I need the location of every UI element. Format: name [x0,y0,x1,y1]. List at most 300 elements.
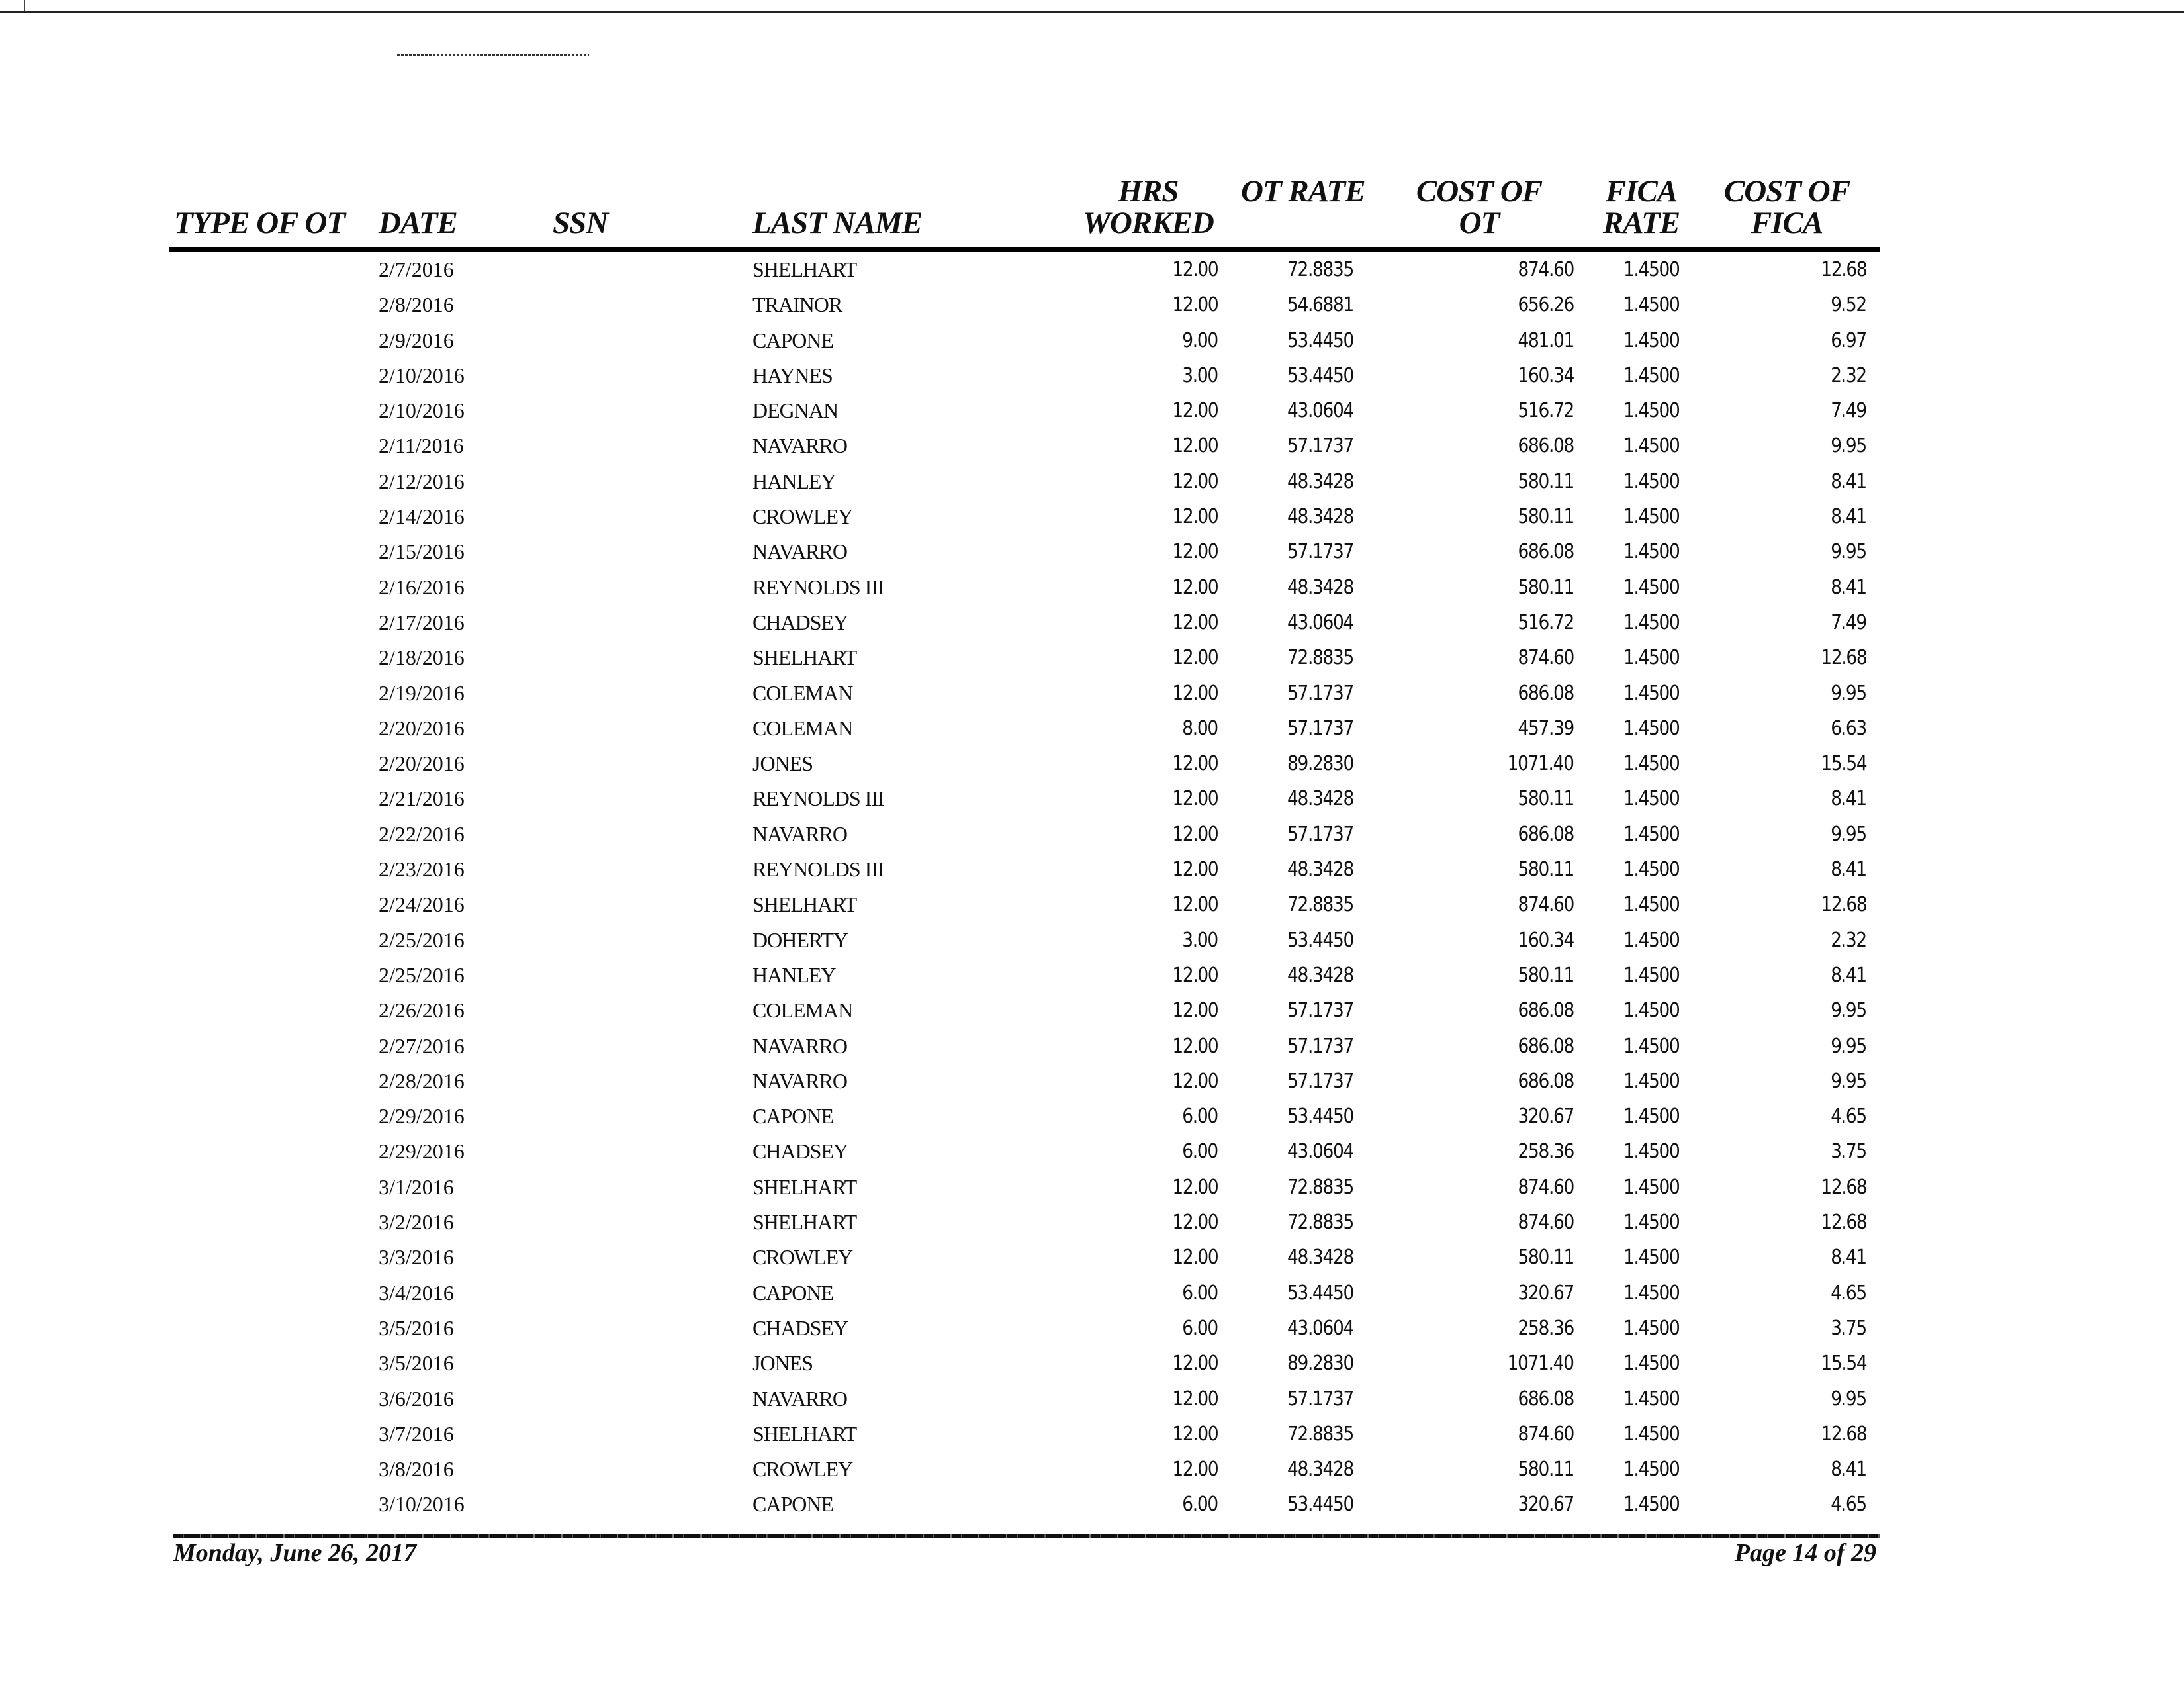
cell-date: 2/26/2016 [379,998,465,1023]
cell-hrs-worked: 12.00 [1172,434,1218,458]
cell-cost-of-ot: 580.11 [1518,858,1574,882]
cell-hrs-worked: 12.00 [1172,1352,1218,1376]
cell-ot-rate: 72.8835 [1287,646,1353,670]
table-row [169,323,1880,358]
cell-cost-of-ot: 160.34 [1518,363,1574,387]
header-hrs-worked [1082,175,1214,239]
cell-cost-of-fica: 4.65 [1831,1493,1866,1517]
cell-date: 2/23/2016 [379,857,465,882]
table-row [169,1064,1880,1099]
cell-ot-rate: 48.3428 [1287,1246,1353,1270]
cell-fica-rate: 1.4500 [1623,1422,1680,1446]
header-ssn: SSN [553,206,608,240]
cell-hrs-worked: 12.00 [1172,1458,1218,1481]
cell-last-name: SHELHART [752,1174,857,1199]
cell-hrs-worked: 12.00 [1172,1422,1218,1446]
cell-date: 2/8/2016 [379,293,454,317]
cell-date: 2/25/2016 [379,927,465,952]
report-date: Monday, June 26, 2017 [173,1539,417,1567]
cell-cost-of-ot: 686.08 [1518,999,1574,1023]
cell-cost-of-fica: 9.95 [1831,999,1866,1023]
cell-date: 2/12/2016 [379,469,465,493]
cell-fica-rate: 1.4500 [1623,575,1680,599]
cell-hrs-worked: 12.00 [1172,258,1218,281]
cell-cost-of-fica: 12.68 [1821,646,1866,670]
cell-fica-rate: 1.4500 [1623,1034,1680,1058]
table-row [169,711,1880,746]
cell-ot-rate: 48.3428 [1287,963,1353,987]
cell-ot-rate: 72.8835 [1287,1211,1353,1235]
cell-cost-of-ot: 320.67 [1518,1493,1574,1517]
table-row [169,781,1880,816]
cell-fica-rate: 1.4500 [1623,1211,1680,1235]
cell-cost-of-fica: 9.95 [1831,1034,1866,1058]
header-fica-rate-line2: RATE [1602,206,1680,240]
table-row [169,1170,1880,1205]
cell-cost-of-fica: 9.95 [1831,681,1866,705]
cell-ot-rate: 53.4450 [1287,363,1353,387]
cell-fica-rate: 1.4500 [1623,1458,1680,1481]
cell-cost-of-ot: 580.11 [1518,575,1574,599]
header-cost-of-ot [1410,175,1549,239]
cell-cost-of-ot: 1071.40 [1508,752,1574,776]
cell-cost-of-ot: 1071.40 [1508,1352,1574,1376]
cell-ot-rate: 72.8835 [1287,258,1353,281]
header-date: DATE [379,206,457,240]
cell-cost-of-fica: 3.75 [1831,1316,1866,1340]
scan-artifact-tick [24,0,25,11]
cell-cost-of-fica: 8.41 [1831,1246,1866,1270]
cell-cost-of-fica: 8.41 [1831,787,1866,811]
cell-last-name: CAPONE [752,1492,834,1517]
cell-hrs-worked: 12.00 [1172,1175,1218,1199]
cell-cost-of-ot: 516.72 [1518,610,1574,634]
cell-date: 2/11/2016 [379,434,464,458]
cell-last-name: TRAINOR [752,293,842,317]
cell-fica-rate: 1.4500 [1623,963,1680,987]
cell-hrs-worked: 12.00 [1172,681,1218,705]
cell-ot-rate: 48.3428 [1287,469,1353,493]
cell-cost-of-fica: 2.32 [1831,363,1866,387]
header-fica-rate [1595,175,1688,239]
cell-cost-of-ot: 258.36 [1518,1316,1574,1340]
cell-date: 3/10/2016 [379,1492,465,1517]
cell-fica-rate: 1.4500 [1623,363,1680,387]
scan-artifact-top-rule [0,11,2184,13]
cell-cost-of-ot: 874.60 [1518,258,1574,281]
table-row [169,676,1880,711]
table-row [169,1099,1880,1134]
cell-cost-of-ot: 320.67 [1518,1105,1574,1129]
cell-ot-rate: 89.2830 [1287,752,1353,776]
cell-cost-of-ot: 580.11 [1518,1246,1574,1270]
cell-fica-rate: 1.4500 [1623,434,1680,458]
cell-date: 2/27/2016 [379,1033,465,1058]
cell-fica-rate: 1.4500 [1623,1316,1680,1340]
cell-date: 3/7/2016 [379,1421,454,1446]
cell-last-name: SHELHART [752,1421,857,1446]
cell-fica-rate: 1.4500 [1623,469,1680,493]
header-cost-of-ot-line2: OT [1459,206,1500,240]
cell-fica-rate: 1.4500 [1623,1387,1680,1411]
cell-last-name: COLEMAN [752,680,853,705]
cell-fica-rate: 1.4500 [1623,610,1680,634]
cell-hrs-worked: 12.00 [1172,893,1218,917]
page-number: Page 14 of 29 [1734,1539,1876,1567]
cell-fica-rate: 1.4500 [1623,646,1680,670]
cell-hrs-worked: 6.00 [1182,1140,1218,1164]
cell-hrs-worked: 6.00 [1182,1281,1218,1305]
table-row [169,605,1880,640]
cell-hrs-worked: 12.00 [1172,505,1218,529]
cell-fica-rate: 1.4500 [1623,928,1680,952]
cell-date: 3/4/2016 [379,1280,454,1305]
cell-last-name: SHELHART [752,1210,857,1235]
cell-cost-of-fica: 3.75 [1831,1140,1866,1164]
cell-hrs-worked: 12.00 [1172,646,1218,670]
cell-last-name: CAPONE [752,1104,834,1129]
cell-last-name: COLEMAN [752,998,853,1023]
cell-cost-of-fica: 8.41 [1831,575,1866,599]
cell-cost-of-fica: 4.65 [1831,1281,1866,1305]
cell-ot-rate: 54.6881 [1287,293,1353,317]
cell-cost-of-fica: 8.41 [1831,505,1866,529]
cell-fica-rate: 1.4500 [1623,1140,1680,1164]
table-row [169,1311,1880,1346]
cell-date: 3/8/2016 [379,1457,454,1481]
cell-date: 2/10/2016 [379,363,465,387]
cell-cost-of-ot: 457.39 [1518,716,1574,740]
cell-cost-of-ot: 320.67 [1518,1281,1574,1305]
cell-hrs-worked: 12.00 [1172,752,1218,776]
table-row [169,252,1880,287]
cell-hrs-worked: 6.00 [1182,1493,1218,1517]
cell-last-name: CROWLEY [752,504,853,529]
cell-hrs-worked: 12.00 [1172,1069,1218,1093]
cell-cost-of-fica: 8.41 [1831,963,1866,987]
cell-date: 2/14/2016 [379,504,465,529]
cell-fica-rate: 1.4500 [1623,293,1680,317]
table-row [169,287,1880,322]
cell-cost-of-fica: 12.68 [1821,1175,1866,1199]
cell-fica-rate: 1.4500 [1623,893,1680,917]
cell-last-name: DEGNAN [752,399,839,423]
cell-last-name: COLEMAN [752,716,853,740]
table-row [169,640,1880,675]
cell-cost-of-ot: 686.08 [1518,1387,1574,1411]
cell-last-name: NAVARRO [752,1033,847,1058]
cell-hrs-worked: 12.00 [1172,1387,1218,1411]
cell-ot-rate: 89.2830 [1287,1352,1353,1376]
cell-cost-of-ot: 686.08 [1518,434,1574,458]
table-row [169,1382,1880,1417]
cell-fica-rate: 1.4500 [1623,505,1680,529]
cell-hrs-worked: 12.00 [1172,575,1218,599]
cell-ot-rate: 57.1737 [1287,540,1353,564]
cell-hrs-worked: 3.00 [1182,363,1218,387]
table-row [169,1417,1880,1452]
cell-ot-rate: 48.3428 [1287,858,1353,882]
cell-ot-rate: 53.4450 [1287,1105,1353,1129]
cell-date: 2/16/2016 [379,575,465,599]
cell-ot-rate: 57.1737 [1287,1069,1353,1093]
cell-cost-of-ot: 258.36 [1518,1140,1574,1164]
cell-ot-rate: 57.1737 [1287,681,1353,705]
table-row [169,393,1880,428]
table-row [169,1346,1880,1381]
footer-rule [173,1534,1880,1538]
cell-hrs-worked: 12.00 [1172,540,1218,564]
cell-cost-of-ot: 874.60 [1518,1211,1574,1235]
cell-cost-of-fica: 9.95 [1831,540,1866,564]
header-hrs-worked-line1: HRS [1118,174,1179,209]
cell-last-name: CROWLEY [752,1245,853,1270]
cell-cost-of-fica: 8.41 [1831,858,1866,882]
cell-cost-of-fica: 12.68 [1821,1422,1866,1446]
table-row [169,1205,1880,1240]
cell-fica-rate: 1.4500 [1623,822,1680,846]
cell-date: 2/29/2016 [379,1139,465,1164]
cell-fica-rate: 1.4500 [1623,540,1680,564]
cell-ot-rate: 72.8835 [1287,1422,1353,1446]
table-body [169,252,1880,1523]
cell-cost-of-ot: 686.08 [1518,822,1574,846]
cell-ot-rate: 48.3428 [1287,1458,1353,1481]
cell-last-name: HANLEY [752,469,836,493]
header-rule [169,247,1880,252]
cell-last-name: HAYNES [752,363,833,387]
cell-hrs-worked: 6.00 [1182,1316,1218,1340]
cell-last-name: CROWLEY [752,1457,853,1481]
cell-fica-rate: 1.4500 [1623,1069,1680,1093]
cell-date: 2/22/2016 [379,821,465,846]
cell-cost-of-ot: 874.60 [1518,1422,1574,1446]
overtime-report [169,169,1880,1523]
cell-last-name: CHADSEY [752,1315,848,1340]
cell-cost-of-ot: 686.08 [1518,681,1574,705]
cell-last-name: NAVARRO [752,434,847,458]
cell-last-name: REYNOLDS III [752,786,884,811]
cell-cost-of-ot: 686.08 [1518,540,1574,564]
cell-date: 3/5/2016 [379,1351,454,1376]
cell-date: 3/6/2016 [379,1386,454,1411]
cell-ot-rate: 48.3428 [1287,787,1353,811]
table-row [169,958,1880,993]
cell-cost-of-fica: 12.68 [1821,893,1866,917]
cell-date: 3/5/2016 [379,1315,454,1340]
header-last-name: LAST NAME [752,206,923,240]
cell-date: 3/2/2016 [379,1210,454,1235]
cell-date: 2/7/2016 [379,258,454,281]
cell-hrs-worked: 12.00 [1172,469,1218,493]
cell-cost-of-fica: 9.95 [1831,1387,1866,1411]
cell-date: 2/25/2016 [379,962,465,987]
cell-fica-rate: 1.4500 [1623,1246,1680,1270]
cell-cost-of-ot: 874.60 [1518,893,1574,917]
cell-cost-of-ot: 580.11 [1518,505,1574,529]
cell-cost-of-fica: 2.32 [1831,928,1866,952]
cell-fica-rate: 1.4500 [1623,752,1680,776]
cell-cost-of-fica: 9.52 [1831,293,1866,317]
cell-date: 3/1/2016 [379,1174,454,1199]
cell-date: 2/18/2016 [379,645,465,670]
table-row [169,570,1880,605]
cell-cost-of-ot: 580.11 [1518,787,1574,811]
cell-hrs-worked: 9.00 [1182,328,1218,352]
cell-hrs-worked: 12.00 [1172,1211,1218,1235]
header-cost-of-ot-line1: COST OF [1416,174,1543,209]
cell-last-name: SHELHART [752,892,857,917]
table-row [169,499,1880,534]
cell-fica-rate: 1.4500 [1623,1352,1680,1376]
cell-ot-rate: 43.0604 [1287,1316,1353,1340]
cell-cost-of-fica: 15.54 [1821,752,1866,776]
cell-cost-of-fica: 9.95 [1831,434,1866,458]
cell-ot-rate: 57.1737 [1287,716,1353,740]
table-row [169,746,1880,781]
cell-hrs-worked: 12.00 [1172,822,1218,846]
cell-last-name: CHADSEY [752,1139,848,1164]
cell-fica-rate: 1.4500 [1623,716,1680,740]
cell-cost-of-ot: 686.08 [1518,1034,1574,1058]
cell-last-name: CAPONE [752,1280,834,1305]
cell-cost-of-ot: 160.34 [1518,928,1574,952]
cell-cost-of-ot: 481.01 [1518,328,1574,352]
table-row [169,993,1880,1028]
table-row [169,534,1880,569]
cell-hrs-worked: 12.00 [1172,858,1218,882]
header-cost-of-fica-line1: COST OF [1723,174,1850,209]
cell-date: 2/28/2016 [379,1068,465,1093]
cell-date: 2/20/2016 [379,751,465,776]
cell-ot-rate: 72.8835 [1287,1175,1353,1199]
table-row [169,1134,1880,1169]
cell-ot-rate: 43.0604 [1287,1140,1353,1164]
cell-cost-of-fica: 9.95 [1831,1069,1866,1093]
cell-cost-of-ot: 580.11 [1518,469,1574,493]
cell-date: 2/19/2016 [379,680,465,705]
cell-ot-rate: 57.1737 [1287,822,1353,846]
header-fica-rate-line1: FICA [1605,174,1678,209]
cell-hrs-worked: 12.00 [1172,999,1218,1023]
cell-cost-of-ot: 580.11 [1518,1458,1574,1481]
cell-fica-rate: 1.4500 [1623,999,1680,1023]
cell-date: 2/17/2016 [379,610,465,634]
cell-hrs-worked: 8.00 [1182,716,1218,740]
cell-fica-rate: 1.4500 [1623,1105,1680,1129]
cell-ot-rate: 57.1737 [1287,1034,1353,1058]
cell-hrs-worked: 12.00 [1172,610,1218,634]
cell-date: 2/9/2016 [379,328,454,352]
cell-ot-rate: 57.1737 [1287,434,1353,458]
cell-cost-of-fica: 9.95 [1831,822,1866,846]
cell-last-name: NAVARRO [752,1068,847,1093]
header-ot-rate: OT RATE [1241,174,1365,209]
cell-ot-rate: 43.0604 [1287,610,1353,634]
cell-date: 2/20/2016 [379,716,465,740]
scan-artifact-smudge [397,54,589,56]
header-cost-of-fica-line2: FICA [1751,206,1823,240]
cell-cost-of-ot: 580.11 [1518,963,1574,987]
table-row [169,358,1880,393]
cell-cost-of-fica: 8.41 [1831,1458,1866,1481]
cell-cost-of-fica: 8.41 [1831,469,1866,493]
cell-cost-of-fica: 4.65 [1831,1105,1866,1129]
cell-fica-rate: 1.4500 [1623,858,1680,882]
table-row [169,1029,1880,1064]
cell-date: 3/3/2016 [379,1245,454,1270]
cell-date: 2/10/2016 [379,399,465,423]
cell-fica-rate: 1.4500 [1623,399,1680,423]
table-row [169,852,1880,887]
cell-hrs-worked: 12.00 [1172,293,1218,317]
cell-fica-rate: 1.4500 [1623,1493,1680,1517]
cell-last-name: NAVARRO [752,539,847,564]
cell-fica-rate: 1.4500 [1623,1175,1680,1199]
table-row [169,428,1880,463]
cell-cost-of-fica: 15.54 [1821,1352,1866,1376]
cell-fica-rate: 1.4500 [1623,258,1680,281]
cell-ot-rate: 53.4450 [1287,1493,1353,1517]
cell-last-name: HANLEY [752,962,836,987]
cell-date: 2/21/2016 [379,786,465,811]
header-hrs-worked-line2: WORKED [1083,206,1214,240]
cell-hrs-worked: 3.00 [1182,928,1218,952]
cell-hrs-worked: 12.00 [1172,963,1218,987]
cell-ot-rate: 53.4450 [1287,328,1353,352]
cell-last-name: NAVARRO [752,1386,847,1411]
header-cost-of-fica [1717,175,1856,239]
cell-ot-rate: 57.1737 [1287,1387,1353,1411]
cell-hrs-worked: 12.00 [1172,1034,1218,1058]
cell-cost-of-ot: 516.72 [1518,399,1574,423]
cell-hrs-worked: 6.00 [1182,1105,1218,1129]
cell-hrs-worked: 12.00 [1172,787,1218,811]
cell-hrs-worked: 12.00 [1172,1246,1218,1270]
table-row [169,817,1880,852]
cell-cost-of-fica: 12.68 [1821,1211,1866,1235]
cell-last-name: SHELHART [752,645,857,670]
cell-last-name: REYNOLDS III [752,857,884,882]
cell-fica-rate: 1.4500 [1623,328,1680,352]
cell-last-name: NAVARRO [752,821,847,846]
cell-cost-of-ot: 874.60 [1518,1175,1574,1199]
cell-fica-rate: 1.4500 [1623,1281,1680,1305]
cell-last-name: CAPONE [752,328,834,352]
table-row [169,1276,1880,1311]
cell-ot-rate: 53.4450 [1287,928,1353,952]
table-row [169,887,1880,922]
cell-ot-rate: 48.3428 [1287,575,1353,599]
cell-ot-rate: 57.1737 [1287,999,1353,1023]
cell-cost-of-fica: 6.97 [1831,328,1866,352]
table-row [169,1452,1880,1487]
cell-cost-of-ot: 686.08 [1518,1069,1574,1093]
cell-cost-of-fica: 12.68 [1821,258,1866,281]
cell-cost-of-fica: 7.49 [1831,399,1866,423]
cell-last-name: SHELHART [752,258,857,281]
cell-cost-of-ot: 874.60 [1518,646,1574,670]
cell-cost-of-fica: 6.63 [1831,716,1866,740]
table-row [169,1240,1880,1275]
cell-last-name: JONES [752,751,813,776]
cell-fica-rate: 1.4500 [1623,787,1680,811]
cell-last-name: JONES [752,1351,813,1376]
header-type-of-ot: TYPE OF OT [174,206,345,240]
cell-cost-of-fica: 7.49 [1831,610,1866,634]
cell-ot-rate: 43.0604 [1287,399,1353,423]
cell-last-name: REYNOLDS III [752,575,884,599]
